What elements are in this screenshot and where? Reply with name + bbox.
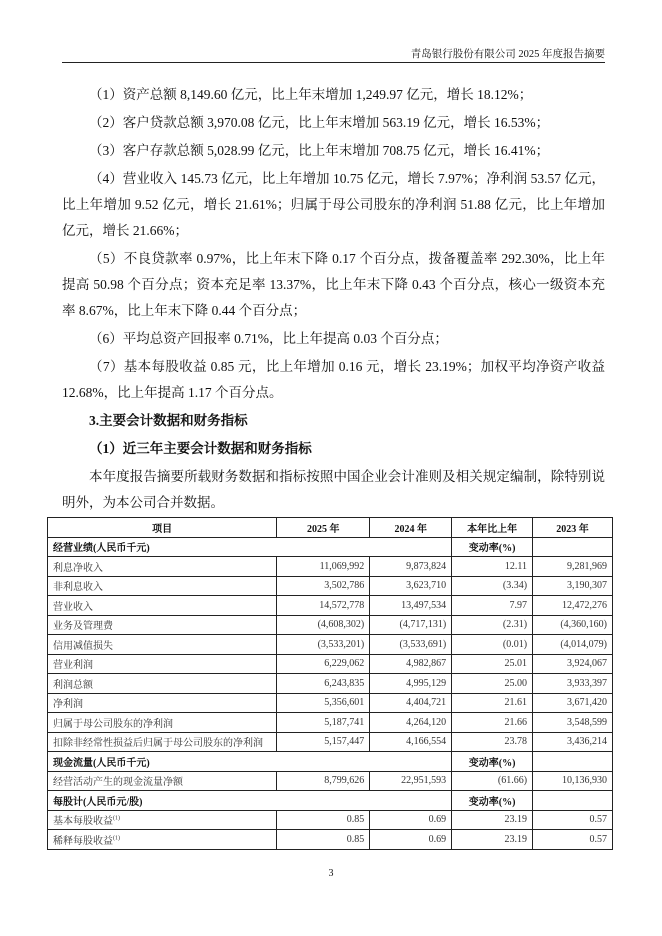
value-cell <box>277 713 370 733</box>
value-cell <box>370 635 452 655</box>
cell-text: 10,136,930 <box>562 775 607 787</box>
value-cell <box>370 557 452 577</box>
cell-text: (0.01) <box>502 638 528 650</box>
cell-text: 4,995,129 <box>406 677 447 689</box>
cell-text: 25.00 <box>504 677 528 689</box>
value-cell <box>452 713 533 733</box>
cell-text: 22,951,593 <box>401 775 447 787</box>
table-header-row <box>48 518 613 538</box>
cell-text: 6,229,062 <box>324 658 365 670</box>
highlight-item-7-line: （7）基本每股收益 0.85 元，比上年增加 0.16 元，增长 23.19%；加权平均净资产收益 <box>89 359 605 374</box>
cell-text: (61.66) <box>497 775 528 787</box>
value-cell <box>370 810 452 830</box>
cell-text: 0.69 <box>428 814 447 826</box>
table-row <box>48 771 613 791</box>
value-cell <box>533 557 613 577</box>
table-row <box>48 557 613 577</box>
cell-text: 4,404,721 <box>406 697 447 709</box>
cell-text: 3,436,214 <box>567 736 607 748</box>
cell-text: (4,608,302) <box>317 619 365 631</box>
cell-text: 3,548,599 <box>567 716 607 728</box>
cell-text: 11,069,992 <box>319 560 365 572</box>
value-cell <box>533 654 613 674</box>
value-cell <box>370 576 452 596</box>
value-cell <box>370 615 452 635</box>
value-cell <box>533 810 613 830</box>
cell-text: 利润总额 <box>53 679 93 691</box>
cell-text: 经营活动产生的现金流量净额 <box>53 777 183 789</box>
cell-text: 营业收入 <box>53 601 93 613</box>
section-label: 现金流量(人民币千元) <box>48 752 452 772</box>
footnote-mark: (1) <box>113 815 120 822</box>
column-header: 2023 年 <box>533 518 613 538</box>
column-header: 项目 <box>48 518 277 538</box>
table-row <box>48 596 613 616</box>
value-cell <box>452 596 533 616</box>
value-cell <box>277 596 370 616</box>
table-section-row <box>48 537 613 557</box>
section-label: 经营业绩(人民币千元) <box>48 537 452 557</box>
row-label <box>48 615 277 635</box>
highlight-item-5-line: 率 8.67%，比上年末下降 0.44 个百分点； <box>62 303 307 318</box>
cell-text: 非利息收入 <box>53 582 103 594</box>
value-cell <box>533 596 613 616</box>
value-cell <box>533 732 613 752</box>
table-row <box>48 576 613 596</box>
cell-text: 3,190,307 <box>567 580 607 592</box>
cell-text: (2.31) <box>502 619 528 631</box>
value-cell <box>277 576 370 596</box>
cell-text: 营业利润 <box>53 660 93 672</box>
footnote-mark: (1) <box>113 835 120 842</box>
intro-line: 本年度报告摘要所载财务数据和指标按照中国企业会计准则及相关规定编制，除特别说 <box>89 469 605 484</box>
row-label <box>48 635 277 655</box>
cell-text: 3,623,710 <box>406 580 447 592</box>
value-cell <box>370 771 452 791</box>
value-cell <box>533 635 613 655</box>
value-cell <box>370 693 452 713</box>
cell-text: 12.11 <box>504 560 528 572</box>
value-cell <box>452 810 533 830</box>
subsection-title: （1）近三年主要会计数据和财务指标 <box>89 441 312 456</box>
cell-text: 5,157,447 <box>324 736 365 748</box>
value-cell <box>533 693 613 713</box>
value-cell <box>370 596 452 616</box>
table-row <box>48 615 613 635</box>
cell-text: 0.57 <box>589 833 607 845</box>
cell-text: 0.69 <box>428 833 447 845</box>
cell-text: 23.78 <box>504 736 528 748</box>
cell-text: (3,533,201) <box>317 638 365 650</box>
value-cell <box>452 557 533 577</box>
table-row <box>48 693 613 713</box>
column-header: 2025 年 <box>277 518 370 538</box>
intro-line: 明外，为本公司合并数据。 <box>62 495 224 510</box>
table-row <box>48 654 613 674</box>
value-cell <box>277 615 370 635</box>
value-cell <box>452 654 533 674</box>
cell-text: 25.01 <box>504 658 528 670</box>
row-label <box>48 654 277 674</box>
value-cell <box>277 674 370 694</box>
highlight-item-5-line: （5）不良贷款率 0.97%，比上年末下降 0.17 个百分点，拨备覆盖率 292.30%，比上年 <box>89 251 605 266</box>
value-cell <box>277 810 370 830</box>
section-label: 每股计(人民币元/股) <box>48 791 452 811</box>
cell-text: 21.66 <box>504 716 528 728</box>
value-cell <box>533 576 613 596</box>
value-cell <box>452 674 533 694</box>
row-label <box>48 830 277 850</box>
row-label <box>48 674 277 694</box>
highlight-item-2: （2）客户贷款总额 3,970.08 亿元，比上年末增加 563.19 亿元，增长 16.53%； <box>89 115 550 130</box>
cell-text: (3.34) <box>502 580 528 592</box>
highlight-item-4-line: 亿元，增长 21.66%； <box>62 223 188 238</box>
document-body <box>62 82 605 516</box>
cell-text: 4,166,554 <box>406 736 447 748</box>
value-cell <box>370 654 452 674</box>
value-cell <box>277 693 370 713</box>
cell-text: (4,717,131) <box>399 619 447 631</box>
value-cell <box>277 732 370 752</box>
cell-text: 0.85 <box>346 814 365 826</box>
cell-text: 归属于母公司股东的净利润 <box>53 718 173 730</box>
cell-text: 21.61 <box>504 697 528 709</box>
highlight-item-1: （1）资产总额 8,149.60 亿元，比上年末增加 1,249.97 亿元，增长 18.12%； <box>89 87 533 102</box>
row-label <box>48 576 277 596</box>
value-cell <box>533 674 613 694</box>
value-cell <box>533 830 613 850</box>
table-row <box>48 810 613 830</box>
cell-text: 3,924,067 <box>567 658 607 670</box>
value-cell <box>277 557 370 577</box>
cell-text: 信用减值损失 <box>53 640 113 652</box>
header-rule <box>62 62 605 63</box>
row-label <box>48 693 277 713</box>
table-row <box>48 830 613 850</box>
change-rate-label: 变动率(%) <box>452 537 533 557</box>
cell-text: 23.19 <box>504 814 528 826</box>
empty-cell <box>533 537 613 557</box>
table-row <box>48 635 613 655</box>
value-cell <box>370 674 452 694</box>
table-row <box>48 732 613 752</box>
cell-text: 净利润 <box>53 699 83 711</box>
column-header: 2024 年 <box>370 518 452 538</box>
cell-text: 23.19 <box>504 833 528 845</box>
row-label <box>48 771 277 791</box>
highlight-item-7-line: 12.68%，比上年提高 1.17 个百分点。 <box>62 385 283 400</box>
page-number: 3 <box>328 868 334 879</box>
value-cell <box>277 635 370 655</box>
table-section-row <box>48 791 613 811</box>
running-header: 青岛银行股份有限公司 2025 年度报告摘要 <box>410 49 605 60</box>
cell-text: 9,281,969 <box>567 560 607 572</box>
cell-text: 0.85 <box>346 833 365 845</box>
row-label <box>48 810 277 830</box>
cell-text: 14,572,778 <box>319 599 365 611</box>
value-cell <box>370 830 452 850</box>
row-label <box>48 557 277 577</box>
highlight-item-5-line: 提高 50.98 个百分点；资本充足率 13.37%，比上年末下降 0.43 个百分点，核心一级资本充 <box>62 277 605 292</box>
row-label <box>48 713 277 733</box>
value-cell <box>277 771 370 791</box>
change-rate-label: 变动率(%) <box>452 791 533 811</box>
cell-text: (4,014,079) <box>560 638 607 650</box>
value-cell <box>452 732 533 752</box>
value-cell <box>277 830 370 850</box>
highlight-item-6: （6）平均总资产回报率 0.71%，比上年提高 0.03 个百分点； <box>89 331 448 346</box>
cell-text: 5,187,741 <box>324 716 365 728</box>
cell-text: 9,873,824 <box>406 560 447 572</box>
highlight-item-4-line: 比上年增加 9.52 亿元，增长 21.61%；归属于母公司股东的净利润 51.88 亿元，比上年增加 <box>62 197 605 212</box>
highlight-item-4-line: （4）营业收入 145.73 亿元，比上年增加 10.75 亿元，增长 7.97%；净利润 53.57 亿元， <box>89 171 605 186</box>
highlight-item-3: （3）客户存款总额 5,028.99 亿元，比上年末增加 708.75 亿元，增长 16.41%； <box>89 143 550 158</box>
change-rate-label: 变动率(%) <box>452 752 533 772</box>
section-title: 3.主要会计数据和财务指标 <box>89 413 248 428</box>
value-cell <box>370 713 452 733</box>
cell-text: 3,502,786 <box>324 580 365 592</box>
cell-text: 4,264,120 <box>406 716 447 728</box>
value-cell <box>533 713 613 733</box>
value-cell <box>277 654 370 674</box>
value-cell <box>452 771 533 791</box>
cell-text: 7.97 <box>509 599 528 611</box>
empty-cell <box>533 752 613 772</box>
row-label <box>48 596 277 616</box>
cell-text: 业务及管理费 <box>53 621 113 633</box>
row-label <box>48 732 277 752</box>
table-section-row <box>48 752 613 772</box>
cell-text: 扣除非经常性损益后归属于母公司股东的净利润 <box>53 738 263 750</box>
value-cell <box>452 576 533 596</box>
cell-text: 13,497,534 <box>401 599 447 611</box>
cell-text: 基本每股收益 <box>53 816 113 828</box>
table-row <box>48 713 613 733</box>
financial-data-table <box>47 517 613 850</box>
cell-text: 5,356,601 <box>324 697 365 709</box>
cell-text: 6,243,835 <box>324 677 365 689</box>
cell-text: 3,671,420 <box>567 697 607 709</box>
value-cell <box>452 615 533 635</box>
column-header: 本年比上年 <box>452 518 533 538</box>
cell-text: 12,472,276 <box>562 599 607 611</box>
value-cell <box>533 771 613 791</box>
cell-text: 0.57 <box>589 814 607 826</box>
cell-text: (4,360,160) <box>560 619 607 631</box>
value-cell <box>452 830 533 850</box>
cell-text: (3,533,691) <box>399 638 447 650</box>
cell-text: 4,982,867 <box>406 658 447 670</box>
value-cell <box>452 693 533 713</box>
cell-text: 3,933,397 <box>567 677 607 689</box>
value-cell <box>370 732 452 752</box>
value-cell <box>533 615 613 635</box>
empty-cell <box>533 791 613 811</box>
cell-text: 稀释每股收益 <box>53 835 113 847</box>
value-cell <box>452 635 533 655</box>
cell-text: 8,799,626 <box>324 775 365 787</box>
table-row <box>48 674 613 694</box>
cell-text: 利息净收入 <box>53 562 103 574</box>
